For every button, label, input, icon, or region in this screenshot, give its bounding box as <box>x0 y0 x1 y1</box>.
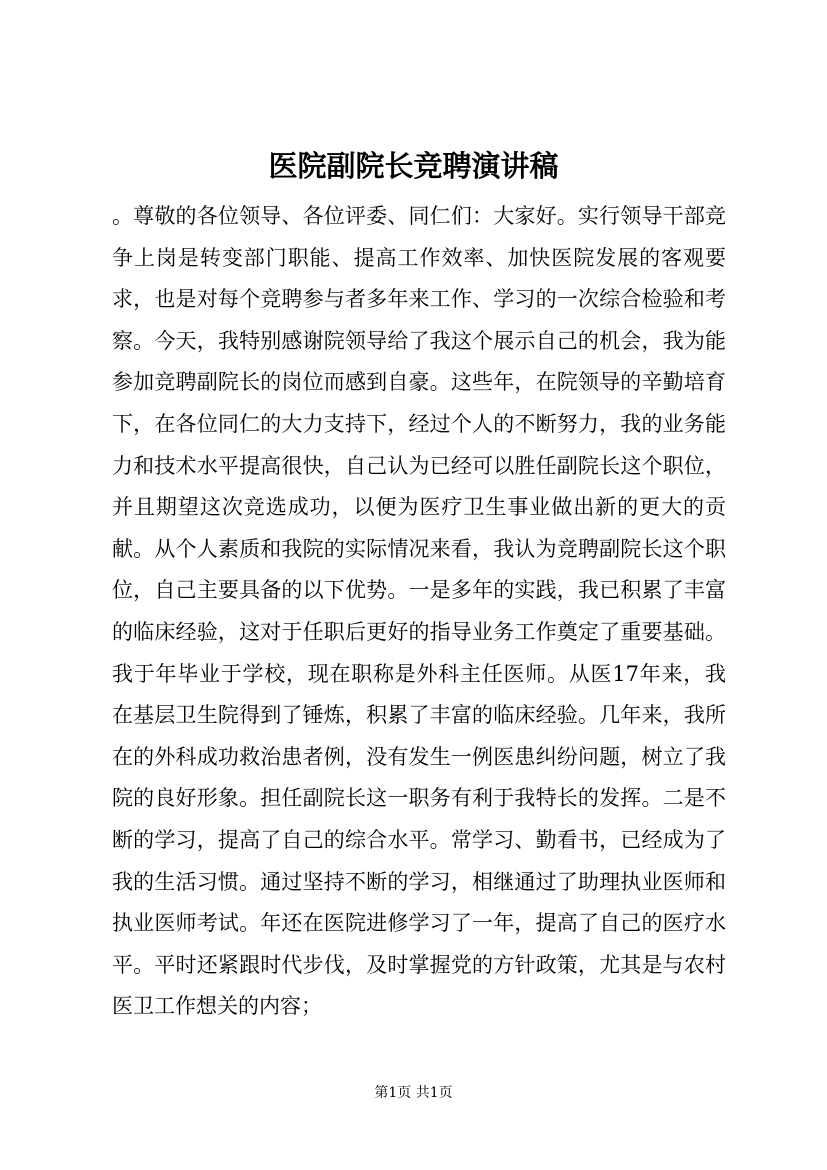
document-body-text: 。尊敬的各位领导、各位评委、同仁们：大家好。实行领导干部竞争上岗是转变部门职能、提高工作效率、加快医院发展的客观要求，也是对每个竞聘参与者多年来工作、学习的一次综合检验和考察。今天，我特别感谢院领导给了我这个展示自己的机会，我为能参加竞聘副院长的岗位而感到自豪。这些年，在院领导的辛勤培育下，在各位同仁的大力支持下，经过个人的不断努力，我的业务能力和技术水平提高很快，自己认为已经可以胜任副院长这个职位，并且期望这次竞选成功，以便为医疗卫生事业做出新的更大的贡献。从个人素质和我院的实际情况来看，我认为竞聘副院长这个职位，自己主要具备的以下优势。一是多年的实践，我已积累了丰富的临床经验，这对于任职后更好的指导业务工作奠定了重要基础。我于年毕业于学校，现在职称是外科主任医师。从医17年来，我在基层卫生院得到了锤炼，积累了丰富的临床经验。几年来，我所在的外科成功救治患者例，没有发生一例医患纠纷问题，树立了我院的良好形象。担任副院长这一职务有利于我特长的发挥。二是不断的学习，提高了自己的综合水平。常学习、勤看书，已经成为了我的生活习惯。通过坚持不断的学习，相继通过了助理执业医师和执业医师考试。年还在医院进修学习了一年，提高了自己的医疗水平。平时还紧跟时代步伐，及时掌握党的方针政策，尤其是与农村医卫工作想关的内容； <box>112 204 726 1019</box>
page-footer: 第1页 共1页 <box>374 1085 453 1101</box>
document-title: 医院副院长竞聘演讲稿 <box>268 149 559 183</box>
